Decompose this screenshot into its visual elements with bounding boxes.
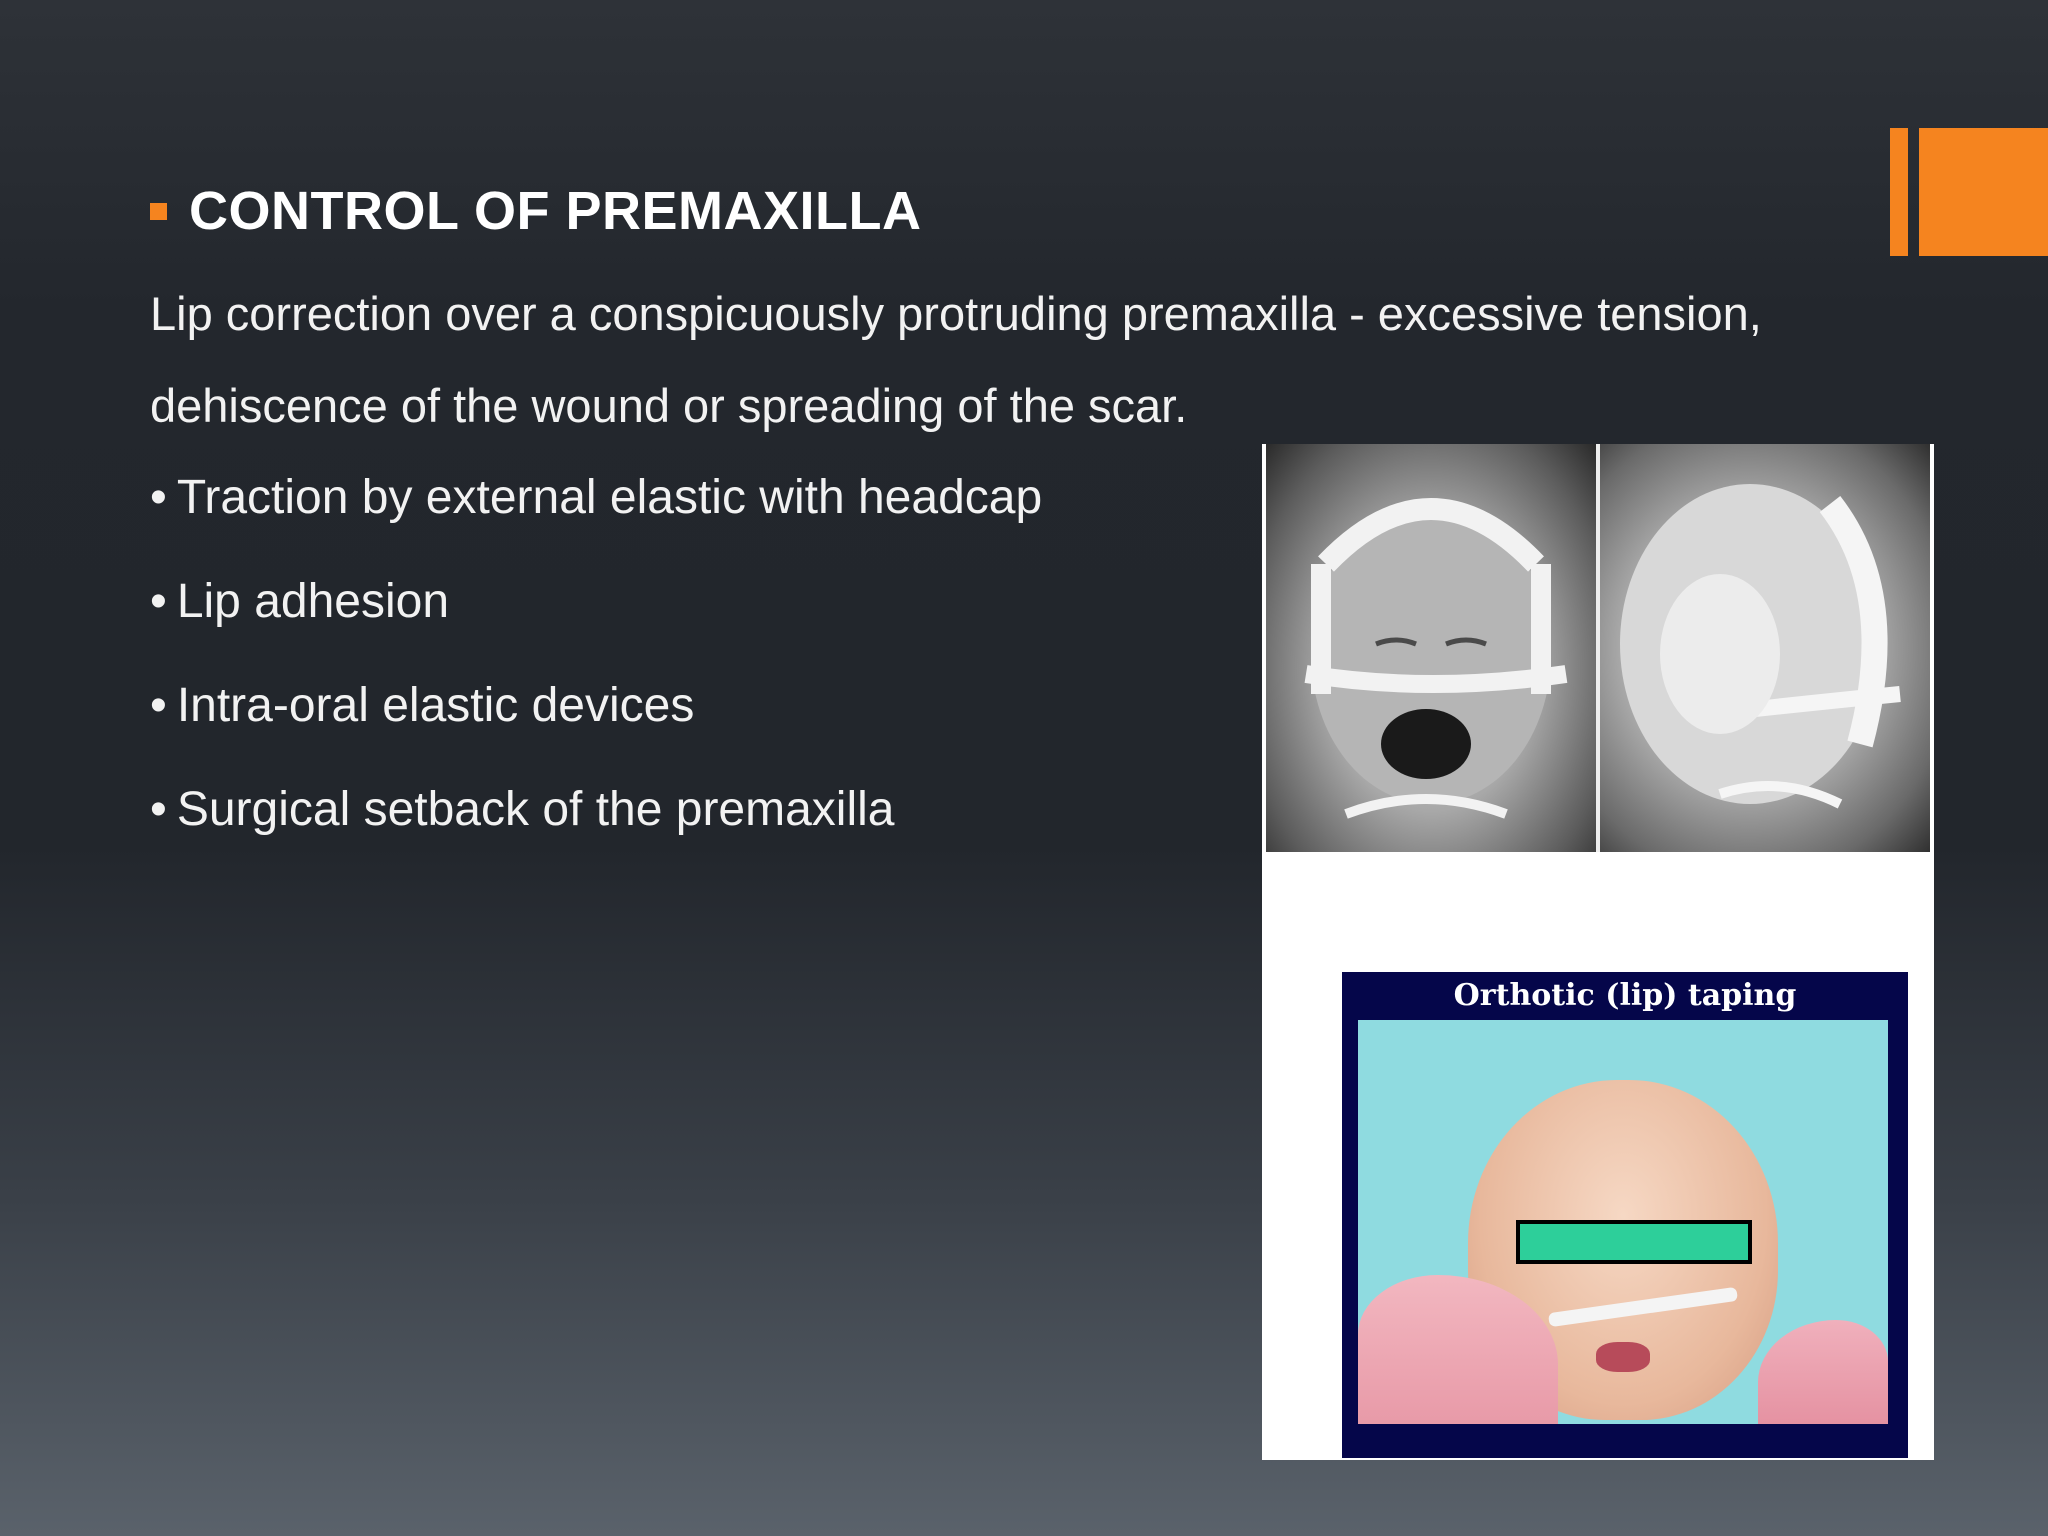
intro-paragraph: Lip correction over a conspicuously protruding premaxilla - excessive tension, dehiscence of the wound or spreading of the scar.: [150, 287, 1762, 432]
bullet-text: Lip adhesion: [176, 575, 450, 628]
bullet-text: Intra-oral elastic devices: [176, 679, 695, 732]
mouth: [1596, 1342, 1650, 1372]
headcap-front-illustration: [1266, 444, 1596, 852]
headcap-front-photo: [1266, 444, 1596, 852]
bullet-dot: •: [150, 783, 167, 836]
accent-bar-thin: [1890, 128, 1908, 256]
baby-arm-right: [1758, 1320, 1888, 1424]
bullet-list: [150, 470, 1042, 886]
list-item: [150, 782, 1042, 886]
lip-taping-figure: [1342, 972, 1908, 1458]
list-item: [150, 574, 1042, 678]
list-item: [150, 470, 1042, 574]
bullet-dot: •: [150, 471, 167, 524]
accent-bar-thick: [1919, 128, 2048, 256]
eye-censor-bar: [1516, 1220, 1752, 1264]
bullet-dot: •: [150, 575, 167, 628]
slide-heading: [150, 180, 922, 242]
list-item: [150, 678, 1042, 782]
bullet-dot: •: [150, 679, 167, 732]
figure-panel: [1262, 444, 1934, 1460]
headcap-side-photo: [1600, 444, 1930, 852]
bullet-text: Surgical setback of the premaxilla: [176, 783, 895, 836]
square-bullet-icon: [150, 203, 167, 220]
lip-taping-photo: [1358, 1020, 1888, 1424]
heading-text: CONTROL OF PREMAXILLA: [189, 181, 922, 241]
figure-caption: Orthotic (lip) taping: [1453, 978, 1797, 1013]
headcap-side-illustration: [1600, 444, 1930, 852]
bullet-text: Traction by external elastic with headcap: [176, 471, 1043, 524]
